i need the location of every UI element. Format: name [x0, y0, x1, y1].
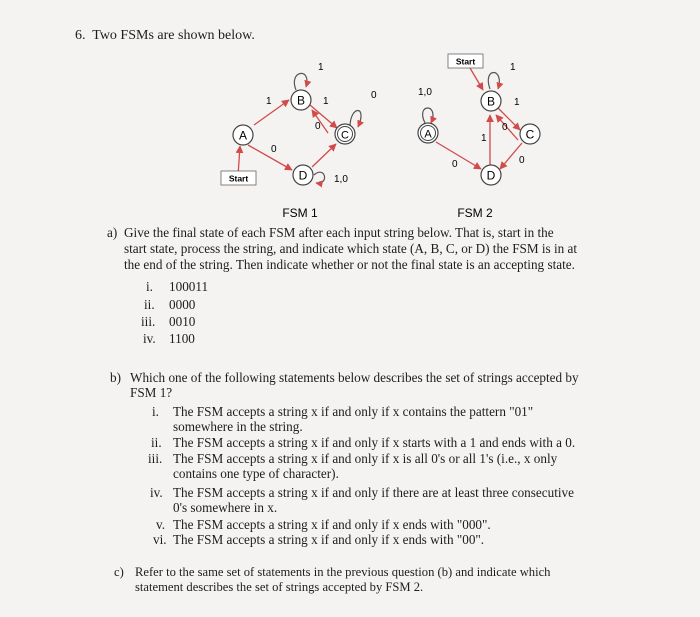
part-b-item-3-marker: iii.	[148, 451, 163, 466]
fsm2-state-a	[418, 123, 438, 143]
fsm-diagrams	[200, 45, 570, 225]
fsm2-label-b-self: 1	[510, 62, 516, 73]
fsm2-label-d-b: 1	[481, 133, 487, 144]
fsm1-start-label: Start	[228, 173, 249, 184]
fsm1-loop-b	[294, 73, 307, 90]
part-c-line-2: statement describes the set of strings accepted by FSM 2.	[135, 580, 424, 594]
part-b-item-4-line-2: 0's somewhere in x.	[173, 500, 278, 515]
fsm2-state-d	[481, 165, 501, 185]
part-b-item-5-marker: v.	[156, 517, 166, 532]
fsm1-state-c-label: C	[341, 129, 349, 142]
part-a-item-2-text: 0000	[169, 297, 196, 312]
part-a-marker: a)	[107, 225, 118, 240]
part-a-item-1-text: 100011	[169, 279, 209, 294]
fsm2-graph	[418, 54, 540, 220]
part-a-line-3: the end of the string. Then indicate whether or not the final state is an accepting state.	[124, 257, 575, 272]
part-b-item-1-line-2: somewhere in the string.	[173, 419, 303, 434]
part-b-item-1-marker: i.	[152, 404, 159, 419]
part-b-line-2: FSM 1?	[130, 385, 173, 400]
fsm2-state-c-label: C	[525, 127, 535, 142]
fsm1-state-d	[293, 165, 313, 185]
fsm2-label-c-d: 0	[519, 155, 525, 166]
fsm2-state-b	[481, 91, 501, 111]
part-a-item-2-marker: ii.	[144, 297, 155, 312]
fsm2-label-a-d: 0	[452, 159, 458, 170]
part-c-marker: c)	[114, 565, 124, 579]
part-b-item-6-marker: vi.	[153, 532, 167, 547]
question-number: 6.	[75, 28, 86, 43]
fsm1-state-b	[291, 90, 311, 110]
fsm1-caption: FSM 1	[282, 206, 318, 220]
fsm1-loop-c	[350, 111, 361, 128]
fsm1-label-a-b: 1	[266, 96, 272, 107]
fsm1-state-a-label: A	[238, 128, 248, 143]
fsm1-label-c-b: 0	[315, 121, 321, 132]
fsm1-state-a	[233, 125, 253, 145]
fsm2-label-c-b: 0	[502, 122, 508, 133]
part-b-item-3-line-1: The FSM accepts a string x if and only if x is all 0's or all 1's (i.e., x only	[173, 451, 558, 466]
fsm2-loop-a	[423, 108, 433, 123]
fsm2-state-a-label: A	[424, 128, 432, 141]
part-a-item-3-text: 0010	[169, 314, 196, 329]
part-a-item-4-text: 1100	[169, 331, 195, 346]
part-b-marker: b)	[110, 370, 121, 385]
part-a-item-3-marker: iii.	[141, 314, 156, 329]
fsm2-loop-b	[488, 73, 499, 90]
fsm1-label-c-self: 0	[371, 90, 377, 101]
part-b-item-1-line-1: The FSM accepts a string x if and only if x contains the pattern "01"	[173, 404, 534, 419]
part-b-item-2-line-1: The FSM accepts a string x if and only if x starts with a 1 and ends with a 0.	[173, 435, 576, 450]
fsm1-state-d-label: D	[298, 168, 308, 183]
fsm2-caption: FSM 2	[457, 206, 493, 220]
part-b-item-4-marker: iv.	[150, 485, 163, 500]
part-a-item-4-marker: iv.	[143, 331, 156, 346]
fsm1-label-d-c: 1,0	[334, 174, 348, 185]
fsm2-edge-a-d	[436, 142, 481, 169]
fsm1-label-b-c: 1	[323, 96, 329, 107]
fsm1-label-b-self: 1	[318, 62, 324, 73]
question-title: Two FSMs are shown below.	[92, 28, 255, 43]
part-b-line-1: Which one of the following statements below describes the set of strings accepted by	[130, 370, 579, 385]
fsm1-edge-d-c	[312, 144, 336, 167]
part-b-item-5-line-1: The FSM accepts a string x if and only if x ends with "000".	[173, 517, 491, 532]
fsm2-start-label: Start	[455, 56, 476, 67]
part-b-item-3-line-2: contains one type of character).	[173, 466, 339, 481]
fsm2-label-b-c: 1	[514, 97, 520, 108]
fsm2-start-arrow	[470, 68, 483, 90]
part-a-line-1: Give the final state of each FSM after each input string below. That is, start in the	[124, 225, 554, 240]
part-c-line-1: Refer to the same set of statements in the previous question (b) and indicate which	[135, 565, 551, 579]
fsm2-state-b-label: B	[486, 94, 496, 109]
fsm2-state-c	[520, 124, 540, 144]
fsm1-loop-d	[314, 172, 325, 183]
fsm1-label-a-d: 0	[271, 144, 277, 155]
fsm2-label-a-self: 1,0	[418, 87, 432, 98]
fsm2-state-d-label: D	[486, 168, 496, 183]
question-heading	[75, 28, 255, 44]
fsm1-edge-a-d	[248, 145, 292, 170]
part-a-item-1-marker: i.	[146, 279, 153, 294]
part-b-item-4-line-1: The FSM accepts a string x if and only if there are at least three consecutive	[173, 485, 574, 500]
part-b-item-6-line-1: The FSM accepts a string x if and only if x ends with "00".	[173, 532, 485, 547]
fsm1-graph	[221, 62, 377, 220]
part-a-line-2: start state, process the string, and indicate which state (A, B, C, or D) the FSM is in at	[124, 241, 578, 256]
part-b-item-2-marker: ii.	[151, 435, 162, 450]
fsm1-state-b-label: B	[296, 93, 306, 108]
fsm1-state-c	[335, 124, 355, 144]
